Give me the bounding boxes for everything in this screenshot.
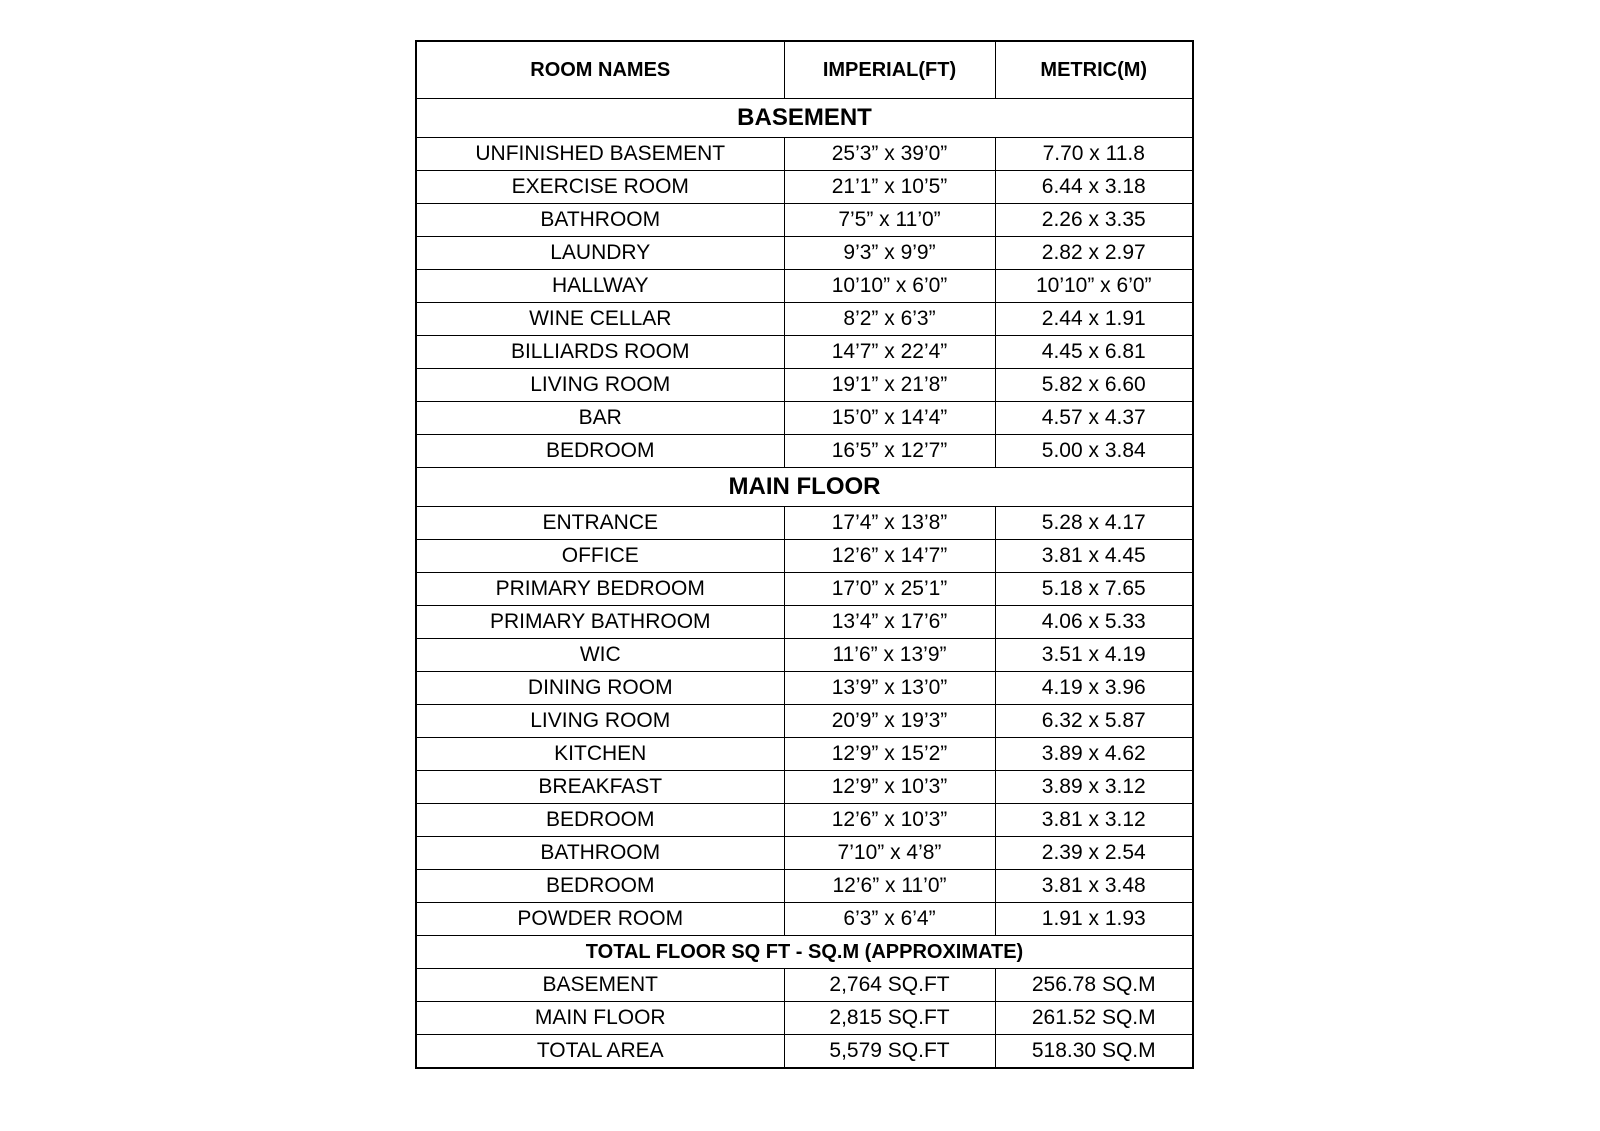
imperial-size-cell: 10’10” x 6’0”	[784, 270, 995, 303]
header-metric: METRIC(M)	[995, 41, 1193, 99]
metric-size-cell: 3.89 x 4.62	[995, 738, 1193, 771]
metric-size-cell: 5.82 x 6.60	[995, 369, 1193, 402]
table-row	[416, 837, 1193, 870]
table-row	[416, 237, 1193, 270]
imperial-size-cell: 17’4” x 13’8”	[784, 507, 995, 540]
table-row	[416, 969, 1193, 1002]
imperial-size-cell: 11’6” x 13’9”	[784, 639, 995, 672]
imperial-size-cell: 12’6” x 11’0”	[784, 870, 995, 903]
imperial-size-cell: 19’1” x 21’8”	[784, 369, 995, 402]
imperial-size-cell: 12’6” x 14’7”	[784, 540, 995, 573]
metric-size-cell: 5.18 x 7.65	[995, 573, 1193, 606]
imperial-size-cell: 14’7” x 22’4”	[784, 336, 995, 369]
imperial-size-cell: 12’6” x 10’3”	[784, 804, 995, 837]
metric-size-cell: 5.00 x 3.84	[995, 435, 1193, 468]
metric-size-cell: 2.44 x 1.91	[995, 303, 1193, 336]
metric-size-cell: 2.26 x 3.35	[995, 204, 1193, 237]
table-row	[416, 1035, 1193, 1069]
metric-size-cell: 5.28 x 4.17	[995, 507, 1193, 540]
table-row	[416, 171, 1193, 204]
totals-section-row	[416, 936, 1193, 969]
room-name-cell: LAUNDRY	[416, 237, 784, 270]
metric-size-cell: 3.51 x 4.19	[995, 639, 1193, 672]
metric-size-cell: 3.81 x 3.12	[995, 804, 1193, 837]
room-name-cell: TOTAL AREA	[416, 1035, 784, 1069]
table-row	[416, 303, 1193, 336]
header-imperial: IMPERIAL(FT)	[784, 41, 995, 99]
metric-size-cell: 256.78 SQ.M	[995, 969, 1193, 1002]
room-name-cell: WINE CELLAR	[416, 303, 784, 336]
metric-size-cell: 1.91 x 1.93	[995, 903, 1193, 936]
table-row	[416, 573, 1193, 606]
room-name-cell: UNFINISHED BASEMENT	[416, 138, 784, 171]
room-name-cell: LIVING ROOM	[416, 705, 784, 738]
imperial-size-cell: 20’9” x 19’3”	[784, 705, 995, 738]
metric-size-cell: 6.44 x 3.18	[995, 171, 1193, 204]
imperial-size-cell: 8’2” x 6’3”	[784, 303, 995, 336]
room-name-cell: HALLWAY	[416, 270, 784, 303]
main-floor-section-row	[416, 468, 1193, 507]
imperial-size-cell: 25’3” x 39’0”	[784, 138, 995, 171]
metric-size-cell: 518.30 SQ.M	[995, 1035, 1193, 1069]
metric-size-cell: 3.81 x 4.45	[995, 540, 1193, 573]
metric-size-cell: 4.19 x 3.96	[995, 672, 1193, 705]
room-name-cell: BEDROOM	[416, 435, 784, 468]
imperial-size-cell: 6’3” x 6’4”	[784, 903, 995, 936]
room-name-cell: BEDROOM	[416, 804, 784, 837]
table-row	[416, 771, 1193, 804]
metric-size-cell: 7.70 x 11.8	[995, 138, 1193, 171]
table-row	[416, 804, 1193, 837]
room-name-cell: PRIMARY BEDROOM	[416, 573, 784, 606]
table-row	[416, 507, 1193, 540]
imperial-size-cell: 12’9” x 15’2”	[784, 738, 995, 771]
basement-section-row	[416, 99, 1193, 138]
table-row	[416, 369, 1193, 402]
metric-size-cell: 10’10” x 6’0”	[995, 270, 1193, 303]
imperial-size-cell: 16’5” x 12’7”	[784, 435, 995, 468]
table-body	[416, 41, 1193, 1068]
table-row	[416, 336, 1193, 369]
imperial-size-cell: 21’1” x 10’5”	[784, 171, 995, 204]
imperial-size-cell: 17’0” x 25’1”	[784, 573, 995, 606]
table-row	[416, 870, 1193, 903]
room-name-cell: EXERCISE ROOM	[416, 171, 784, 204]
metric-size-cell: 4.45 x 6.81	[995, 336, 1193, 369]
imperial-size-cell: 2,815 SQ.FT	[784, 1002, 995, 1035]
imperial-size-cell: 5,579 SQ.FT	[784, 1035, 995, 1069]
room-name-cell: OFFICE	[416, 540, 784, 573]
room-name-cell: PRIMARY BATHROOM	[416, 606, 784, 639]
room-name-cell: KITCHEN	[416, 738, 784, 771]
imperial-size-cell: 7’10” x 4’8”	[784, 837, 995, 870]
metric-size-cell: 2.39 x 2.54	[995, 837, 1193, 870]
header-room-names: ROOM NAMES	[416, 41, 784, 99]
metric-size-cell: 4.06 x 5.33	[995, 606, 1193, 639]
room-dimensions-table	[415, 40, 1194, 1069]
room-name-cell: BATHROOM	[416, 204, 784, 237]
metric-size-cell: 3.89 x 3.12	[995, 771, 1193, 804]
room-name-cell: LIVING ROOM	[416, 369, 784, 402]
room-name-cell: ENTRANCE	[416, 507, 784, 540]
imperial-size-cell: 7’5” x 11’0”	[784, 204, 995, 237]
room-name-cell: POWDER ROOM	[416, 903, 784, 936]
table-row	[416, 270, 1193, 303]
room-name-cell: BEDROOM	[416, 870, 784, 903]
table-row	[416, 903, 1193, 936]
table-row	[416, 705, 1193, 738]
metric-size-cell: 2.82 x 2.97	[995, 237, 1193, 270]
table-header-row	[416, 41, 1193, 99]
table-row	[416, 672, 1193, 705]
room-name-cell: BAR	[416, 402, 784, 435]
imperial-size-cell: 13’4” x 17’6”	[784, 606, 995, 639]
room-name-cell: WIC	[416, 639, 784, 672]
main-floor-section-title: MAIN FLOOR	[416, 468, 1193, 507]
room-name-cell: BASEMENT	[416, 969, 784, 1002]
imperial-size-cell: 13’9” x 13’0”	[784, 672, 995, 705]
totals-section-title: TOTAL FLOOR SQ FT - SQ.M (APPROXIMATE)	[416, 936, 1193, 969]
room-name-cell: MAIN FLOOR	[416, 1002, 784, 1035]
basement-section-title: BASEMENT	[416, 99, 1193, 138]
table-row	[416, 138, 1193, 171]
room-name-cell: DINING ROOM	[416, 672, 784, 705]
metric-size-cell: 261.52 SQ.M	[995, 1002, 1193, 1035]
table-row	[416, 540, 1193, 573]
imperial-size-cell: 12’9” x 10’3”	[784, 771, 995, 804]
imperial-size-cell: 2,764 SQ.FT	[784, 969, 995, 1002]
room-name-cell: BILLIARDS ROOM	[416, 336, 784, 369]
table-row	[416, 639, 1193, 672]
metric-size-cell: 3.81 x 3.48	[995, 870, 1193, 903]
room-name-cell: BATHROOM	[416, 837, 784, 870]
table-row	[416, 204, 1193, 237]
room-name-cell: BREAKFAST	[416, 771, 784, 804]
table-row	[416, 402, 1193, 435]
table-row	[416, 435, 1193, 468]
imperial-size-cell: 9’3” x 9’9”	[784, 237, 995, 270]
metric-size-cell: 6.32 x 5.87	[995, 705, 1193, 738]
table-row	[416, 606, 1193, 639]
table-row	[416, 1002, 1193, 1035]
imperial-size-cell: 15’0” x 14’4”	[784, 402, 995, 435]
metric-size-cell: 4.57 x 4.37	[995, 402, 1193, 435]
table-row	[416, 738, 1193, 771]
